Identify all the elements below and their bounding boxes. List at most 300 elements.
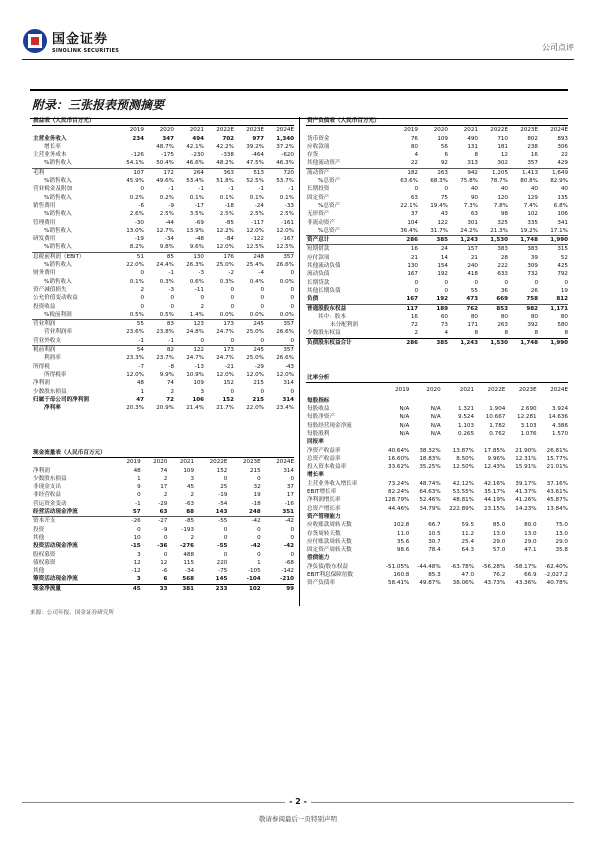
cell-value: -142 bbox=[281, 568, 294, 575]
table-row bbox=[306, 227, 568, 236]
table-row bbox=[32, 286, 294, 294]
cell-value: 286 bbox=[388, 236, 418, 245]
row-label: 经营活动现金净流 bbox=[33, 509, 78, 516]
cell-value: 392 bbox=[527, 322, 538, 329]
cell-value: 1.904 bbox=[489, 406, 506, 413]
cell-value: 2.5% bbox=[249, 211, 264, 218]
year-header-row bbox=[306, 126, 568, 135]
cell-value: 37.16% bbox=[546, 480, 568, 487]
cell-value: 13.84% bbox=[546, 505, 568, 512]
year-header: 2021 bbox=[189, 127, 204, 134]
table-row bbox=[32, 202, 294, 210]
cell-value: 0.0% bbox=[219, 311, 234, 318]
cell-value: 30.7 bbox=[428, 538, 441, 545]
cell-value: 473 bbox=[466, 296, 478, 303]
cell-value: 0 bbox=[290, 388, 294, 395]
cell-value: -2 bbox=[228, 270, 234, 277]
cell-value: 22.0% bbox=[126, 262, 144, 269]
cell-value: 55 bbox=[470, 287, 478, 294]
table-title: 资产负债表（人民币百万元） bbox=[306, 117, 568, 126]
cell-value: 263 bbox=[497, 322, 508, 329]
header-divider bbox=[22, 59, 574, 60]
cell-value: 0.1% bbox=[189, 194, 204, 201]
year-header: 2024E bbox=[550, 386, 568, 393]
cell-value bbox=[409, 513, 440, 521]
row-label: 每股净资产 bbox=[307, 414, 335, 421]
cell-value: 4 bbox=[444, 330, 448, 337]
cell-value: 115 bbox=[183, 559, 195, 566]
cell-value: 9.524 bbox=[458, 414, 475, 421]
cell-value: 12 bbox=[500, 152, 508, 159]
table-row bbox=[32, 379, 294, 387]
cell-value: 152 bbox=[216, 467, 228, 474]
cell-value bbox=[376, 554, 409, 562]
year-header: 2019 bbox=[129, 127, 144, 134]
row-label: 营业税金及附加 bbox=[33, 186, 73, 193]
cell-value: 0 bbox=[414, 279, 418, 286]
cell-value: 1,990 bbox=[538, 236, 568, 245]
cell-value: N/A bbox=[399, 430, 410, 437]
cell-value: 102 bbox=[227, 584, 260, 593]
cell-value: -84 bbox=[224, 236, 234, 243]
cell-value: 0 bbox=[290, 295, 294, 302]
cell-value: 314 bbox=[283, 380, 294, 387]
cell-value: 13.0 bbox=[524, 530, 537, 537]
table-row bbox=[32, 235, 294, 243]
cell-value: 7.4% bbox=[523, 202, 538, 209]
cell-value: 633 bbox=[497, 271, 508, 278]
cell-value: 74 bbox=[160, 467, 168, 474]
year-header: 2020 bbox=[426, 386, 441, 393]
cell-value: 9.9% bbox=[159, 371, 174, 378]
table-row bbox=[306, 245, 568, 254]
year-header: 2020 bbox=[433, 127, 448, 134]
cell-value: 3.5% bbox=[189, 211, 204, 218]
cell-value: -1 bbox=[198, 186, 204, 193]
cell-value: 363 bbox=[204, 168, 234, 177]
row-label: 应收款项 bbox=[307, 143, 330, 150]
row-label: EBIT利息保障倍数 bbox=[307, 572, 354, 579]
cell-value: 19.2% bbox=[520, 227, 538, 234]
row-label: 其他长期负债 bbox=[307, 287, 341, 294]
cell-value: 25.0% bbox=[216, 262, 234, 269]
cell-value: 176 bbox=[204, 252, 234, 261]
cell-value: 0.265 bbox=[458, 430, 475, 437]
cell-value: N/A bbox=[430, 406, 441, 413]
cell-value: 25.4 bbox=[461, 538, 475, 545]
row-label: 其他 bbox=[33, 568, 45, 575]
cell-value: 13.0% bbox=[126, 227, 144, 234]
row-label: 少数股东权益 bbox=[307, 330, 341, 337]
row-label: 毛利 bbox=[32, 168, 114, 177]
cell-value: 52.5% bbox=[246, 178, 264, 185]
cell-value: 43.36% bbox=[515, 580, 537, 587]
cell-value: 22.0% bbox=[246, 405, 264, 412]
cell-value: 20.3% bbox=[126, 405, 144, 412]
cell-value bbox=[376, 513, 409, 521]
cell-value: 173 bbox=[204, 320, 234, 329]
cell-value: 102 bbox=[527, 211, 538, 218]
row-label: 流动负债 bbox=[307, 271, 330, 278]
cell-value: -210 bbox=[280, 576, 294, 583]
cell-value: 383 bbox=[478, 245, 508, 254]
cell-value: 4 bbox=[414, 152, 418, 159]
cell-value: 220 bbox=[216, 559, 228, 566]
cell-value: -13 bbox=[194, 363, 204, 370]
row-label: 存货 bbox=[307, 152, 319, 159]
row-label: 净利率 bbox=[44, 405, 61, 412]
cell-value: 0 bbox=[290, 551, 294, 558]
cell-value: 21.3% bbox=[490, 227, 508, 234]
cell-value bbox=[505, 513, 536, 521]
row-label: 少数股东损益 bbox=[33, 388, 67, 395]
cell-value: 2 bbox=[414, 330, 418, 337]
cell-value: 99 bbox=[261, 584, 294, 593]
row-label: 每股股利 bbox=[307, 430, 330, 437]
row-label: 债权募资 bbox=[33, 559, 56, 566]
cell-value: 314 bbox=[283, 467, 294, 474]
cell-value: 12 bbox=[160, 559, 168, 566]
cell-value: 0.6% bbox=[189, 278, 204, 285]
cell-value: 1 bbox=[137, 475, 141, 482]
cell-value: 732 bbox=[527, 271, 538, 278]
year-header: 2020 bbox=[159, 127, 174, 134]
cell-value: 80 bbox=[410, 143, 418, 150]
cell-value bbox=[441, 554, 474, 562]
year-header: 2023E bbox=[242, 459, 261, 466]
cell-value: 2.5% bbox=[219, 211, 234, 218]
header-blank bbox=[306, 383, 376, 397]
row-label: 负债股东权益合计 bbox=[306, 338, 388, 347]
cell-value: 45 bbox=[186, 484, 195, 491]
cell-value: 23.4% bbox=[276, 405, 294, 412]
cell-value: 42.2% bbox=[216, 143, 234, 150]
table-row bbox=[306, 168, 568, 177]
cell-value: 0.3% bbox=[159, 278, 174, 285]
cell-value: 29.0 bbox=[492, 538, 506, 545]
table-row bbox=[306, 270, 568, 278]
cell-value: 385 bbox=[418, 236, 448, 245]
cell-value: 3.103 bbox=[520, 422, 537, 429]
cell-value: 14.636 bbox=[548, 414, 568, 421]
cell-value: 357 bbox=[264, 252, 294, 261]
row-label: %总资产 bbox=[318, 178, 341, 185]
table-row bbox=[306, 304, 568, 313]
cell-value: 17 bbox=[286, 492, 294, 499]
cell-value: 40.64% bbox=[388, 447, 410, 454]
cell-value: 83 bbox=[144, 320, 174, 329]
table-row bbox=[32, 508, 294, 517]
cell-value: 122 bbox=[437, 219, 448, 226]
table-row bbox=[306, 194, 568, 202]
cell-value: 23.3% bbox=[126, 355, 144, 362]
cell-value: -1 bbox=[168, 337, 174, 344]
cell-value bbox=[537, 554, 568, 562]
cell-value: 10.9% bbox=[186, 371, 204, 378]
cell-value: 75.0 bbox=[555, 522, 568, 529]
cell-value: 385 bbox=[418, 338, 448, 347]
header-blank bbox=[32, 126, 114, 135]
cell-value: -18 bbox=[224, 202, 234, 209]
cell-value: 21.01% bbox=[546, 464, 568, 471]
cell-value: 39 bbox=[530, 254, 538, 261]
cell-value: 8 bbox=[474, 152, 478, 159]
cell-value: 10 bbox=[133, 534, 141, 541]
company-logo bbox=[22, 28, 119, 54]
cell-value: -230 bbox=[191, 152, 204, 159]
cell-value: 8.2% bbox=[129, 244, 144, 251]
row-label: 存货周转天数 bbox=[307, 530, 341, 537]
cell-value: 792 bbox=[557, 271, 568, 278]
table-row bbox=[32, 311, 294, 320]
table-row bbox=[306, 546, 568, 554]
cell-value: N/A bbox=[430, 422, 441, 429]
year-header: 2019 bbox=[395, 386, 410, 393]
cell-value: 122 bbox=[174, 346, 204, 355]
cell-value: 152 bbox=[223, 380, 234, 387]
cell-value: 357 bbox=[527, 160, 538, 167]
cell-value: -63.78% bbox=[450, 563, 475, 570]
cell-value: 45.87% bbox=[546, 497, 568, 504]
cell-value: -6 bbox=[138, 202, 144, 209]
cell-value: 977 bbox=[252, 135, 264, 142]
cell-value: -30 bbox=[134, 219, 144, 226]
row-label: 增长率 bbox=[44, 143, 61, 150]
cell-value: 12 bbox=[133, 559, 141, 566]
table-row bbox=[32, 371, 294, 379]
cell-value: 47.0 bbox=[461, 572, 475, 579]
cell-value: -33 bbox=[284, 202, 294, 209]
cell-value: 182 bbox=[388, 168, 418, 177]
cell-value: 106 bbox=[192, 396, 204, 403]
cell-value: 145 bbox=[215, 576, 228, 583]
cell-value: -122 bbox=[251, 236, 264, 243]
row-label: 每股经营现金净流 bbox=[307, 422, 352, 429]
cell-value: 248 bbox=[234, 252, 264, 261]
header-blank bbox=[32, 458, 114, 467]
row-label: %销售收入 bbox=[44, 194, 72, 201]
table-row bbox=[306, 143, 568, 151]
cell-value: 0 bbox=[290, 534, 294, 541]
table-row bbox=[32, 159, 294, 168]
table-row bbox=[32, 303, 294, 311]
cell-value: 0 bbox=[290, 303, 294, 310]
year-header: 2023E bbox=[246, 127, 264, 134]
cell-value: 48.81% bbox=[452, 497, 475, 504]
cell-value bbox=[409, 471, 440, 479]
row-label: 资产负债率 bbox=[307, 580, 335, 587]
cell-value: 39.17% bbox=[515, 480, 537, 487]
row-label: 负债 bbox=[307, 296, 319, 303]
cell-value: 21.7% bbox=[216, 405, 234, 412]
cell-value: 2.6% bbox=[129, 211, 144, 218]
cell-value: 1,171 bbox=[538, 304, 568, 313]
cell-value: -6 bbox=[161, 568, 168, 575]
cell-value: 0 bbox=[140, 186, 144, 193]
cell-value: 942 bbox=[448, 168, 478, 177]
cell-value: 0 bbox=[223, 475, 228, 482]
cell-value: 66.7 bbox=[428, 522, 441, 529]
cell-value: 167 bbox=[406, 296, 418, 303]
cell-value: 23.15% bbox=[483, 505, 506, 512]
cell-value: 68.3% bbox=[430, 178, 448, 185]
cell-value: 54 bbox=[114, 346, 144, 355]
table-title: 现金流量表（人民币百万元） bbox=[32, 449, 294, 458]
cell-value: 35.6 bbox=[396, 538, 410, 545]
cell-value: 3 bbox=[190, 475, 195, 482]
cell-value: 1,243 bbox=[448, 236, 478, 245]
cell-value: 17.1% bbox=[550, 227, 568, 234]
table-row bbox=[306, 438, 568, 446]
cell-value: 0 bbox=[444, 186, 448, 193]
cell-value: 90 bbox=[470, 194, 478, 201]
cell-value: 0 bbox=[504, 279, 508, 286]
cell-value: 325 bbox=[497, 219, 508, 226]
cell-value: 46.6% bbox=[186, 160, 204, 167]
appendix-title-bar bbox=[30, 89, 568, 119]
cell-value: -21 bbox=[224, 363, 234, 370]
row-label: 固定资产周转天数 bbox=[307, 547, 352, 554]
table-row bbox=[32, 328, 294, 336]
table-row bbox=[32, 210, 294, 218]
cell-value: 109 bbox=[183, 467, 195, 474]
cell-value: 98.6 bbox=[396, 547, 410, 554]
row-label: 净利润 bbox=[33, 467, 50, 474]
cell-value: 222 bbox=[497, 263, 508, 270]
cell-value: 19 bbox=[253, 492, 261, 499]
cell-value: 192 bbox=[437, 271, 448, 278]
cell-value: 710 bbox=[497, 135, 508, 142]
cell-value: 6 bbox=[444, 152, 448, 159]
cell-value: -4 bbox=[258, 270, 264, 277]
cell-value: -9 bbox=[161, 526, 168, 533]
table-row bbox=[32, 168, 294, 177]
year-header: 2019 bbox=[403, 127, 418, 134]
cell-value: 1.076 bbox=[520, 430, 537, 437]
cell-value: 36 bbox=[500, 287, 508, 294]
cell-value: 172 bbox=[144, 168, 174, 177]
cell-value: 0.2% bbox=[129, 194, 144, 201]
table-row bbox=[32, 261, 294, 269]
cell-value: 55 bbox=[114, 320, 144, 329]
row-label: 应付款项 bbox=[307, 254, 330, 261]
cell-value: 1,340 bbox=[276, 135, 294, 142]
cell-value: -3 bbox=[168, 286, 174, 293]
cell-value: 8.50% bbox=[456, 455, 475, 462]
cell-value: 0.0% bbox=[279, 278, 294, 285]
cell-value: 21 bbox=[410, 254, 418, 261]
cell-value: 12.5% bbox=[246, 244, 264, 251]
row-label: 投资活动现金净流 bbox=[33, 543, 78, 550]
cell-value: 1.4% bbox=[189, 311, 204, 318]
cell-value: 37 bbox=[410, 211, 418, 218]
cell-value: 24.8% bbox=[186, 329, 204, 336]
cell-value: 0 bbox=[170, 303, 174, 310]
year-header: 2021 bbox=[463, 127, 478, 134]
cell-value: -1 bbox=[135, 500, 141, 507]
balance-sheet-table bbox=[306, 117, 568, 347]
cell-value: 82 bbox=[144, 346, 174, 355]
cell-value: 238 bbox=[527, 143, 538, 150]
cell-value: 46.3% bbox=[276, 160, 294, 167]
cell-value: 1,413 bbox=[508, 168, 538, 177]
cell-value: 11.0 bbox=[396, 530, 410, 537]
cell-value: 286 bbox=[388, 338, 418, 347]
cell-value: 11.2 bbox=[461, 530, 475, 537]
table-row bbox=[32, 185, 294, 193]
cell-value: 758 bbox=[526, 296, 538, 303]
cell-value: 2 bbox=[190, 534, 195, 541]
cell-value: 40 bbox=[560, 186, 568, 193]
table-row bbox=[32, 500, 294, 508]
cell-value: 130 bbox=[174, 252, 204, 261]
cell-value: 669 bbox=[496, 296, 508, 303]
table-row bbox=[306, 254, 568, 262]
cell-value: -55 bbox=[194, 517, 227, 526]
row-label: 回报率 bbox=[307, 439, 324, 446]
cell-value: 0 bbox=[200, 337, 204, 344]
row-label: 长期贷款 bbox=[307, 279, 330, 286]
cell-value: 418 bbox=[467, 271, 478, 278]
cell-value: 215 bbox=[252, 396, 264, 403]
cell-value bbox=[376, 471, 409, 479]
cell-value: 0 bbox=[474, 279, 478, 286]
cell-value bbox=[441, 471, 474, 479]
cell-value: N/A bbox=[399, 422, 410, 429]
table-row bbox=[306, 219, 568, 227]
row-label: 营运资金变动 bbox=[33, 500, 67, 507]
cell-value: 23.8% bbox=[156, 329, 174, 336]
year-header: 2022E bbox=[216, 127, 234, 134]
row-label: %销售收入 bbox=[44, 178, 72, 185]
cell-value: 3 bbox=[136, 576, 141, 583]
cell-value bbox=[537, 438, 568, 446]
cell-value: 383 bbox=[508, 245, 538, 254]
cell-value: 0 bbox=[223, 551, 228, 558]
cell-value: 21.90% bbox=[515, 447, 537, 454]
cell-value: 129 bbox=[527, 194, 538, 201]
table-row bbox=[32, 542, 294, 550]
cell-value bbox=[474, 438, 505, 446]
year-header: 2023E bbox=[518, 386, 537, 393]
row-label: 研发费用 bbox=[33, 236, 56, 243]
table-row bbox=[306, 159, 568, 168]
cell-value: 0.5% bbox=[159, 311, 174, 318]
row-label: 投资 bbox=[33, 526, 45, 533]
row-label: 筹资活动现金净流 bbox=[33, 576, 78, 583]
table-row bbox=[306, 262, 568, 270]
cell-value: 335 bbox=[527, 219, 538, 226]
table-row bbox=[306, 422, 568, 430]
cell-value: 78.7% bbox=[490, 178, 508, 185]
cell-value: N/A bbox=[399, 406, 410, 413]
cell-value: -104 bbox=[246, 576, 261, 583]
cell-value: 31.7% bbox=[430, 227, 448, 234]
cell-value: -2,027.2 bbox=[544, 572, 568, 579]
report-type-label: 公司点评 bbox=[542, 43, 574, 52]
cell-value: 52.46% bbox=[419, 497, 441, 504]
cell-value: -42 bbox=[261, 517, 294, 526]
cell-value: 19 bbox=[560, 287, 568, 294]
cell-value: 0.4% bbox=[249, 278, 264, 285]
cell-value: 351 bbox=[282, 509, 294, 516]
cell-value: 64.3 bbox=[461, 547, 475, 554]
cell-value: -8 bbox=[168, 363, 174, 370]
table-row bbox=[306, 488, 568, 496]
header-blank bbox=[306, 126, 388, 135]
cell-value: 58.41% bbox=[388, 580, 410, 587]
year-header: 2021 bbox=[179, 459, 195, 466]
